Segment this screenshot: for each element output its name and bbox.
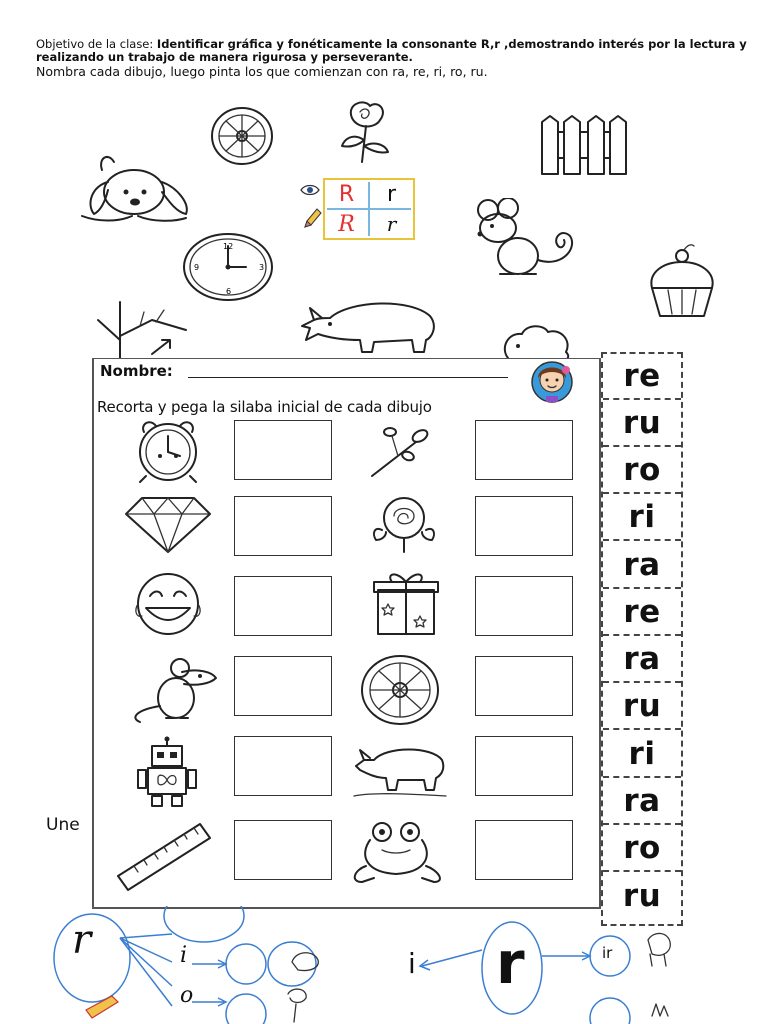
paste-box-5[interactable]	[234, 576, 332, 636]
paste-box-11[interactable]	[234, 820, 332, 880]
fence-picture	[538, 112, 634, 178]
script-lowercase-r: r	[386, 212, 397, 236]
name-label: Nombre:	[100, 362, 173, 380]
paste-box-10[interactable]	[475, 736, 573, 796]
branch-small-picture	[368, 422, 434, 480]
svg-text:6: 6	[226, 287, 232, 296]
girl-avatar	[528, 360, 576, 404]
bottom-right-letter: r	[496, 929, 525, 997]
paste-box-4[interactable]	[475, 496, 573, 556]
clock-picture	[182, 232, 274, 302]
frog-picture	[346, 820, 452, 888]
objective-description: Identificar gráfica y fonéticamente la consonante R,r ,demostrando interés por la lectura y realizando un trabajo de manera rigurosa y perseverante.	[36, 37, 747, 64]
instruction-text: Nombra cada dibujo, luego pinta los que comienzan con ra, re, ri, ro, ru.	[36, 64, 488, 79]
bottom-right-result: ir	[602, 944, 613, 962]
robot-picture	[132, 736, 202, 808]
paste-box-9[interactable]	[234, 736, 332, 796]
svg-text:12: 12	[223, 242, 234, 251]
syllable-card[interactable]: re	[603, 354, 681, 400]
syllable-card[interactable]: ru	[603, 401, 681, 447]
bottom-left-letter: r	[72, 917, 92, 963]
paste-box-2[interactable]	[475, 420, 573, 480]
syllable-card[interactable]: ra	[603, 637, 681, 683]
objective-label: Objetivo de la clase:	[36, 37, 157, 51]
gift-picture	[370, 568, 442, 638]
syllable-card[interactable]: ra	[603, 779, 681, 825]
syllable-card[interactable]: re	[603, 590, 681, 636]
paste-box-1[interactable]	[234, 420, 332, 480]
print-lowercase-r: r	[386, 181, 397, 207]
svg-text:9: 9	[194, 263, 200, 272]
paste-box-8[interactable]	[475, 656, 573, 716]
eye-icon	[300, 184, 320, 196]
diamond-picture	[120, 494, 216, 556]
sheep-picture	[498, 320, 578, 360]
paste-box-6[interactable]	[475, 576, 573, 636]
dog-picture	[78, 152, 194, 224]
syllable-card[interactable]: ri	[603, 732, 681, 778]
script-uppercase-r: R	[338, 211, 355, 237]
rose-picture	[332, 96, 396, 168]
paste-box-3[interactable]	[234, 496, 332, 556]
worksheet-instruction: Recorta y pega la silaba inicial de cada dibujo	[97, 398, 432, 416]
letter-r-box	[323, 178, 415, 240]
syllable-card[interactable]: ro	[603, 826, 681, 872]
alarm-clock-picture	[126, 416, 210, 484]
laughing-face-picture	[130, 570, 206, 638]
cupcake-picture	[644, 242, 720, 322]
rhinoceros-picture	[300, 296, 440, 356]
syllable-card[interactable]: ru	[622, 878, 662, 914]
name-line	[188, 377, 508, 378]
pencil-icon	[302, 206, 322, 230]
syllable-card[interactable]: ri	[603, 495, 681, 541]
right-syllable-diagram	[394, 920, 694, 1024]
rose-flower-picture	[368, 490, 440, 554]
syllable-card[interactable]: ra	[603, 543, 681, 589]
une-label: Une	[46, 815, 80, 835]
syllable-card[interactable]: ru	[603, 684, 681, 730]
mouse-picture	[466, 198, 582, 280]
svg-text:3: 3	[259, 263, 265, 272]
branch-picture	[92, 300, 192, 362]
bottom-left-vowel-o: o	[180, 983, 194, 1008]
rhinoceros-small-picture	[352, 742, 448, 798]
paste-box-7[interactable]	[234, 656, 332, 716]
wagon-wheel-picture	[358, 652, 442, 728]
objective-text	[36, 38, 756, 79]
rat-picture	[126, 654, 218, 724]
bottom-right-vowel-i: i	[408, 947, 416, 980]
syllable-cutout-strip	[601, 352, 683, 926]
ruler-picture	[114, 820, 214, 892]
paste-box-12[interactable]	[475, 820, 573, 880]
wheel-picture	[208, 104, 276, 168]
syllable-card[interactable]: ro	[603, 448, 681, 494]
print-uppercase-r: R	[338, 181, 355, 207]
bottom-left-vowel-i: i	[180, 943, 188, 968]
